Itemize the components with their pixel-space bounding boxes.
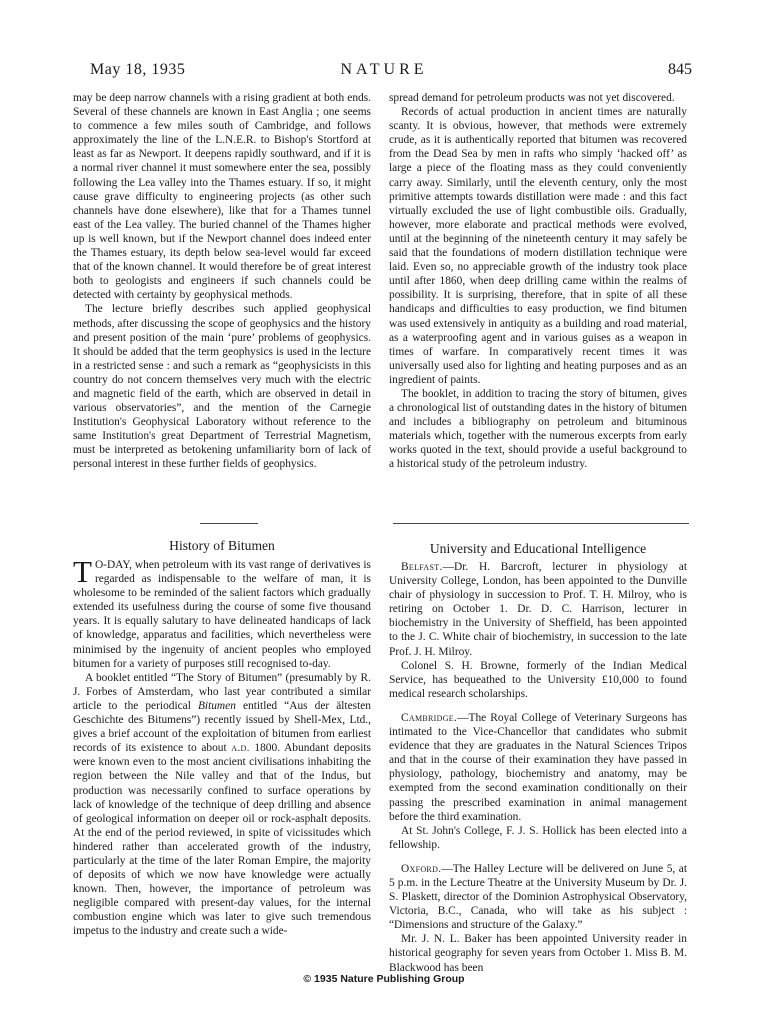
paragraph: A booklet entitled “The Story of Bitumen” (presumably by R. J. Forbes of Amsterdam, who last year contributed a similar article to the periodical Bitumen entitled “Aus der ältesten Geschichte des Bitumens”) recently issued by Shell-Mex, Ltd., gives a brief account of the exploitation of bitumen from earliest records of its existence to about a.d. 1800. Abundant deposits were known even to the most ancient civilisations inhabiting the region between the Nile valley and that of the Indus, but production was necessarily confined to surface operations by lack of knowledge of the technique of deep drilling and absence of geological information on deeper oil or rock-asphalt deposits. At the end of the period reviewed, in spite of vicissitudes which hindered rather than accelerated growth of the industry, particularly at the time of the later Roman Empire, the majority of deposits of which we now have knowledge were actually known. Then, however, the importance of petroleum was negligible compared with present-day values, for the internal combustion engine which was later to give such tremendous impetus to the industry and create such a wide- (73, 671, 371, 938)
university-heading: University and Educational Intelligence (429, 541, 647, 556)
paragraph: T O-DAY, when petroleum with its vast range of derivatives is regarded as indispensable to the welfare of man, it is wholesome to be reminded of the salient factors which gradually extended its usefulness during the course of some five thousand years. It is equally salutary to have delineated handicaps of lack of knowledge, apparatus and facilities, which nevertheless were minimised by the ingenuity of ancient peoples who employed bitumen for a variety of purposes still recognised to-day. (73, 554, 371, 670)
belfast-paragraph: Belfast.—Dr. H. Barcroft, lecturer in physiology at University College, London, has been appointed to the Dunville chair of physiology in succession to Prof. T. H. Milroy, who is retiring on October 1. Dr. D. C. Harrison, lecturer in biochemistry in the University of Sheffield, has been appointed to the J. C. White chair of biochemistry, in succession to the late Prof. J. H. Milroy. (389, 561, 687, 658)
bitumen-heading: History of Bitumen (169, 538, 275, 553)
oxford-paragraph: Oxford.—The Halley Lecture will be delivered on June 5, at 5 p.m. in the Lecture Theatre at the University Museum by Dr. J. S. Plaskett, director of the Dominion Astrophysical Observatory, Victoria, B.C., Canada, who will take as his subject : “Dimensions and structure of the Galaxy.” (389, 862, 687, 932)
paragraph: may be deep narrow channels with a rising gradient at both ends. Several of these channels are known in East Anglia ; one seems to commence a few miles south of Cambridge, and follows approximately the line of the L.N.E.R. to Bishop's Stortford at least as far as Newport. It deepens rapidly southward, and if it is a normal river channel it must somewhere enter the sea, possibly following the Lea valley into the Thames estuary. If so, it might cause grave difficulty to engineering projects (as other such channels have done elsewhere), like that for a Thames tunnel east of the Lea valley. The buried channel of the Thames higher up is well known, but if the Newport channel does indeed enter the Thames estuary, its depth below sea-level would far exceed that of the known channel. It would therefore be of great interest both to geologists and engineers if such channels could be detected with certainty by geophysical methods. (73, 92, 371, 302)
bitumen-article (73, 554, 371, 939)
paragraph: Mr. J. N. L. Baker has been appointed University reader in historical geography for seven years from October 1. Miss B. M. Blackwood has been (389, 933, 687, 974)
article-divider (200, 523, 258, 524)
running-header (72, 61, 696, 81)
journal-title: NATURE (340, 61, 428, 78)
paragraph: The booklet, in addition to tracing the story of bitumen, gives a chronological list of outstanding dates in the history of bitumen and includes a bibliography on petroleum and bituminous materials which, together with the numerous excerpts from early works quoted in the text, should provide a useful background to a historical study of the petroleum industry. (389, 387, 687, 471)
page-number: 845 (668, 61, 692, 78)
paragraph: The lecture briefly describes such applied geophysical methods, after discussing the scope of geophysics and the history and present position of the main ‘pure’ problems of geophysics. It should be added that the term geophysics is used in the lecture in a restricted sense : and such a remark as “geophysicists in this country do not concern themselves very much with the electric and magnetic field of the earth, which are observed in detail in various observatories”, and the mention of the Carnegie Institution's Geophysical Laboratory without reference to the same Institution's great Department of Terrestrial Magnetism, must be interpreted as betokening unfamiliarity born of lack of personal interest in these further fields of geophysics. (73, 303, 371, 471)
paragraph: Records of actual production in ancient times are naturally scanty. It is obvious, however, that methods were extremely crude, as it is authentically reported that bitumen was recovered from the Dead Sea by men in rafts who simply ‘hacked off’ as large a piece of the floating mass as they could conveniently carry away. Similarly, until the eleventh century, only the most primitive attempts towards distillation were made : and this fact virtually excluded the use of light combustible oils. Gradually, however, more elaborate and practical methods were evolved, until at the beginning of the nineteenth century it may safely be said that the foundations of modern distillation technique were laid. Even so, no appreciable growth of the industry took place until after 1860, when deep drilling came within the realms of possibility. It is surprising, therefore, that in spite of all these handicaps and difficulties to easy production, we find bitumen was used extensively in antiquity as a building and road material, as a waterproofing agent and in various guises as a weapon in times of warfare. In comparatively recent times it was universally used also for lighting and heating purposes and as an ingredient of paints. (389, 106, 687, 386)
paragraph: spread demand for petroleum products was not yet discovered. (389, 92, 675, 104)
issue-date: May 18, 1935 (90, 61, 186, 78)
article-divider (393, 523, 689, 524)
cambridge-paragraph: Cambridge.—The Royal College of Veterinary Surgeons has intimated to the Vice-Chancellor that candidates who submit evidence that they are graduates in the Natural Sciences Tripos and that in the course of their examination they have passed in physiology, pathology, biochemistry and anatomy, may be exempted from the second examination conditionally on their passing the prescribed examination in animal management before the third examination. (389, 711, 687, 823)
copyright-footer: © 1935 Nature Publishing Group (303, 973, 465, 985)
bitumen-article-continuation (389, 91, 687, 472)
drop-cap: T (73, 554, 92, 589)
paragraph: Colonel S. H. Browne, formerly of the Indian Medical Service, has bequeathed to the University £10,000 to found medical research scholarships. (389, 659, 687, 700)
university-news (389, 560, 687, 975)
geophysics-article-continuation (73, 91, 371, 472)
paragraph: At St. John's College, F. J. S. Hollick has been elected into a fellowship. (389, 824, 687, 851)
